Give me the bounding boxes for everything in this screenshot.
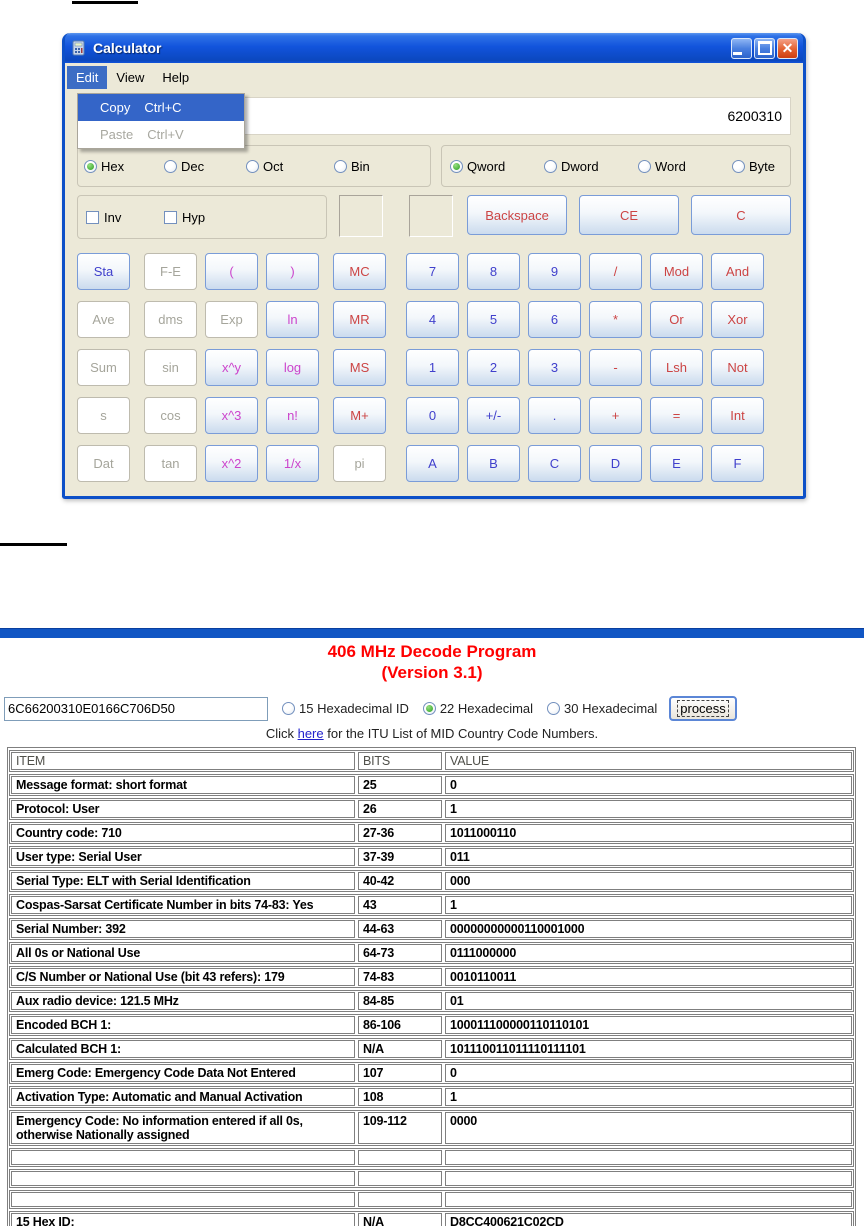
key-7[interactable]: 7	[406, 253, 459, 290]
inv-hyp-groupbox	[77, 195, 327, 239]
key-int[interactable]: Int	[711, 397, 764, 434]
table-row	[9, 1038, 854, 1060]
key-1[interactable]: 1	[406, 349, 459, 386]
key-5[interactable]: 5	[467, 301, 520, 338]
calculator-body	[65, 97, 803, 496]
process-button[interactable]	[669, 696, 737, 721]
table-row	[9, 870, 854, 892]
radio-icon	[282, 702, 295, 715]
header-bits: BITS	[358, 752, 442, 770]
key-9[interactable]: 9	[528, 253, 581, 290]
key-sum: Sum	[77, 349, 130, 386]
radio-icon	[544, 160, 557, 173]
header-value: VALUE	[445, 752, 852, 770]
edit-dropdown-menu	[77, 93, 245, 149]
key-factorial[interactable]: n!	[266, 397, 319, 434]
maximize-button[interactable]	[754, 38, 775, 59]
checkbox-inv[interactable]	[86, 210, 164, 225]
memory-indicator-box	[409, 195, 453, 237]
radio-22-hex[interactable]	[423, 701, 533, 716]
cropped-underline-middle	[0, 543, 67, 546]
keypad-row	[77, 397, 791, 434]
key-c[interactable]: C	[528, 445, 581, 482]
cropped-underline-top	[72, 1, 138, 4]
menu-bar	[65, 63, 803, 91]
cell-value: 0	[445, 1064, 852, 1082]
key-2[interactable]: 2	[467, 349, 520, 386]
cell-bits	[358, 1150, 442, 1165]
table-row	[9, 1110, 854, 1146]
key-x-pow-2[interactable]: x^2	[205, 445, 258, 482]
cell-value: 00000000000110001000	[445, 920, 852, 938]
key-close-paren[interactable]: )	[266, 253, 319, 290]
cell-bits: 108	[358, 1088, 442, 1106]
table-row	[9, 942, 854, 964]
key-ave: Ave	[77, 301, 130, 338]
itu-link-line	[0, 726, 864, 741]
cell-bits: 43	[358, 896, 442, 914]
key-4[interactable]: 4	[406, 301, 459, 338]
cell-bits: 25	[358, 776, 442, 794]
cell-bits: 107	[358, 1064, 442, 1082]
cell-item	[11, 1192, 355, 1207]
cell-value: 0111000000	[445, 944, 852, 962]
radio-selected-icon	[423, 702, 436, 715]
cell-bits: 37-39	[358, 848, 442, 866]
key-dat: Dat	[77, 445, 130, 482]
cell-item: Emerg Code: Emergency Code Data Not Entered	[11, 1064, 355, 1082]
cell-value	[445, 1192, 852, 1207]
cell-item: Protocol: User	[11, 800, 355, 818]
key-lsh[interactable]: Lsh	[650, 349, 703, 386]
key-xor[interactable]: Xor	[711, 301, 764, 338]
cell-item: All 0s or National Use	[11, 944, 355, 962]
key-a[interactable]: A	[406, 445, 459, 482]
cell-value: 011	[445, 848, 852, 866]
key-m-plus[interactable]: M+	[333, 397, 386, 434]
key-pi: pi	[333, 445, 386, 482]
minimize-button[interactable]	[731, 38, 752, 59]
menu-view[interactable]: View	[116, 69, 145, 85]
number-base-row	[77, 145, 791, 187]
backspace-button[interactable]: Backspace	[467, 195, 567, 235]
page-divider-bar	[0, 628, 864, 638]
radio-label: Dec	[181, 158, 205, 174]
table-row	[9, 990, 854, 1012]
minimize-icon	[733, 52, 742, 55]
menu-help[interactable]: Help	[162, 69, 190, 85]
copy-label: Copy	[100, 100, 131, 115]
radio-15-hex[interactable]	[282, 701, 409, 716]
radio-word[interactable]	[638, 159, 732, 174]
table-row	[9, 822, 854, 844]
radio-byte[interactable]	[732, 159, 775, 174]
key-add[interactable]: +	[589, 397, 642, 434]
key-sin: sin	[144, 349, 197, 386]
checkbox-label: Hyp	[182, 209, 206, 225]
window-title: Calculator	[93, 40, 162, 56]
radio-icon	[246, 160, 259, 173]
close-icon: ✕	[781, 39, 794, 56]
ce-button[interactable]: CE	[579, 195, 679, 235]
key-3[interactable]: 3	[528, 349, 581, 386]
cell-item	[11, 1171, 355, 1186]
checkbox-label: Inv	[104, 209, 122, 225]
table-row	[9, 798, 854, 820]
checkbox-icon	[164, 211, 177, 224]
menu-item-paste	[78, 121, 244, 148]
cell-value: 1	[445, 1088, 852, 1106]
radio-label: Bin	[351, 158, 370, 174]
cell-bits	[358, 1171, 442, 1186]
radio-label: Hex	[101, 158, 125, 174]
key-log[interactable]: log	[266, 349, 319, 386]
key-cos: cos	[144, 397, 197, 434]
key-d[interactable]: D	[589, 445, 642, 482]
radio-bin[interactable]	[334, 159, 370, 174]
table-row	[9, 846, 854, 868]
cell-bits: 64-73	[358, 944, 442, 962]
key-divide[interactable]: /	[589, 253, 642, 290]
key-mr[interactable]: MR	[333, 301, 386, 338]
table-row	[9, 894, 854, 916]
key-or[interactable]: Or	[650, 301, 703, 338]
decode-form	[0, 696, 864, 721]
table-row	[9, 966, 854, 988]
cell-value: 101110011011110111101	[445, 1040, 852, 1058]
cell-bits: 27-36	[358, 824, 442, 842]
key-0[interactable]: 0	[406, 397, 459, 434]
key-ln[interactable]: ln	[266, 301, 319, 338]
cell-value: 1011000110	[445, 824, 852, 842]
calculator-icon	[71, 40, 87, 56]
cell-value: 1	[445, 896, 852, 914]
link-suffix: for the ITU List of MID Country Code Numbers.	[323, 726, 599, 741]
radio-hex[interactable]	[84, 159, 164, 174]
table-row	[9, 1086, 854, 1108]
paste-shortcut: Ctrl+V	[147, 127, 184, 142]
key-mod[interactable]: Mod	[650, 253, 703, 290]
cell-bits: 40-42	[358, 872, 442, 890]
radio-label: Dword	[561, 158, 599, 174]
key-open-paren[interactable]: (	[205, 253, 258, 290]
radio-label: 30 Hexadecimal	[564, 701, 658, 716]
key-mc[interactable]: MC	[333, 253, 386, 290]
key-6[interactable]: 6	[528, 301, 581, 338]
key-reciprocal[interactable]: 1/x	[266, 445, 319, 482]
key-decimal[interactable]: .	[528, 397, 581, 434]
page-version: (Version 3.1)	[381, 663, 483, 682]
title-bar[interactable]	[65, 33, 803, 63]
cell-item: 15 Hex ID:	[11, 1213, 355, 1226]
clear-buttons	[467, 195, 791, 239]
radio-icon	[732, 160, 745, 173]
cell-item: Cospas-Sarsat Certificate Number in bits 74-83: Yes	[11, 896, 355, 914]
cell-item	[11, 1150, 355, 1165]
table-row	[9, 774, 854, 796]
key-x-pow-3[interactable]: x^3	[205, 397, 258, 434]
itu-link[interactable]: here	[297, 726, 324, 741]
cell-value: D8CC400621C02CD	[445, 1213, 852, 1226]
menu-item-copy[interactable]	[78, 94, 244, 121]
cell-bits: 26	[358, 800, 442, 818]
cell-item: C/S Number or National Use (bit 43 refers): 179	[11, 968, 355, 986]
key-and[interactable]: And	[711, 253, 764, 290]
table-row	[9, 918, 854, 940]
paste-label: Paste	[100, 127, 134, 142]
key-multiply[interactable]: *	[589, 301, 642, 338]
cell-bits: 86-106	[358, 1016, 442, 1034]
checkbox-icon	[86, 211, 99, 224]
radio-label: Byte	[749, 158, 776, 174]
key-ms[interactable]: MS	[333, 349, 386, 386]
cell-bits: N/A	[358, 1213, 442, 1226]
key-dms: dms	[144, 301, 197, 338]
cell-bits: 109-112	[358, 1112, 442, 1144]
paren-indicator-box	[339, 195, 383, 237]
radio-icon	[638, 160, 651, 173]
cell-value: 0000	[445, 1112, 852, 1144]
c-button[interactable]: C	[691, 195, 791, 235]
key-equals[interactable]: =	[650, 397, 703, 434]
table-row	[9, 1014, 854, 1036]
table-header-row	[9, 750, 854, 772]
key-s: s	[77, 397, 130, 434]
cell-bits: 74-83	[358, 968, 442, 986]
key-subtract[interactable]: -	[589, 349, 642, 386]
cell-value: 0010110011	[445, 968, 852, 986]
keypad-row	[77, 349, 791, 386]
key-f[interactable]: F	[711, 445, 764, 482]
word-size-groupbox	[441, 145, 791, 187]
key-exp: Exp	[205, 301, 258, 338]
key-not[interactable]: Not	[711, 349, 764, 386]
cell-value: 000	[445, 872, 852, 890]
radio-selected-icon	[84, 160, 97, 173]
cell-item: Aux radio device: 121.5 MHz	[11, 992, 355, 1010]
cell-item: Serial Type: ELT with Serial Identification	[11, 872, 355, 890]
radio-30-hex[interactable]	[547, 701, 657, 716]
key-tan: tan	[144, 445, 197, 482]
radio-icon	[334, 160, 347, 173]
menu-edit[interactable]: Edit	[67, 66, 107, 89]
cell-item: Calculated BCH 1:	[11, 1040, 355, 1058]
decode-table	[7, 747, 856, 1226]
maximize-icon	[758, 41, 772, 55]
keypad-row	[77, 301, 791, 338]
key-e[interactable]: E	[650, 445, 703, 482]
table-row	[9, 1062, 854, 1084]
cell-item: User type: Serial User	[11, 848, 355, 866]
key-sign[interactable]: +/-	[467, 397, 520, 434]
table-row-empty	[9, 1148, 854, 1167]
base-groupbox	[77, 145, 431, 187]
decode-program	[0, 641, 864, 1226]
cell-value: 0	[445, 776, 852, 794]
cell-value: 100011100000110110101	[445, 1016, 852, 1034]
radio-label: Oct	[263, 158, 284, 174]
cell-item: Emergency Code: No information entered if all 0s, otherwise Nationally assigned	[11, 1112, 355, 1144]
cell-bits: 84-85	[358, 992, 442, 1010]
cell-item: Country code: 710	[11, 824, 355, 842]
radio-icon	[547, 702, 560, 715]
table-row	[9, 1211, 854, 1226]
cell-item: Encoded BCH 1:	[11, 1016, 355, 1034]
cell-value: 01	[445, 992, 852, 1010]
calculator-display: 6200310	[77, 97, 791, 135]
keypad-row	[77, 253, 791, 290]
key-sta[interactable]: Sta	[77, 253, 130, 290]
key-fe: F-E	[144, 253, 197, 290]
calculator-window	[62, 33, 806, 499]
radio-label: 15 Hexadecimal ID	[299, 701, 409, 716]
radio-dec[interactable]	[164, 159, 246, 174]
radio-dword[interactable]	[544, 159, 638, 174]
radio-label: Qword	[467, 158, 506, 174]
header-item: ITEM	[11, 752, 355, 770]
link-prefix: Click	[265, 726, 298, 741]
key-b[interactable]: B	[467, 445, 520, 482]
keypad	[77, 253, 791, 482]
cell-value	[445, 1150, 852, 1165]
cell-bits	[358, 1192, 442, 1207]
cell-value	[445, 1171, 852, 1186]
radio-label: Word	[655, 158, 686, 174]
radio-selected-icon	[450, 160, 463, 173]
radio-oct[interactable]	[246, 159, 334, 174]
modifier-row	[77, 195, 791, 239]
radio-icon	[164, 160, 177, 173]
table-row-empty	[9, 1169, 854, 1188]
table-row-empty	[9, 1190, 854, 1209]
cell-value: 1	[445, 800, 852, 818]
checkbox-hyp[interactable]	[164, 210, 205, 225]
radio-qword[interactable]	[450, 159, 544, 174]
page-title: 406 MHz Decode Program	[327, 642, 537, 661]
cell-bits: 44-63	[358, 920, 442, 938]
key-8[interactable]: 8	[467, 253, 520, 290]
cell-item: Message format: short format	[11, 776, 355, 794]
copy-shortcut: Ctrl+C	[144, 100, 182, 115]
process-label: process	[680, 701, 726, 716]
close-button[interactable]	[777, 38, 798, 59]
cell-item: Serial Number: 392	[11, 920, 355, 938]
cell-item: Activation Type: Automatic and Manual Activation	[11, 1088, 355, 1106]
keypad-row	[77, 445, 791, 482]
cell-bits: N/A	[358, 1040, 442, 1058]
hex-id-input[interactable]	[4, 697, 268, 721]
key-x-pow-y[interactable]: x^y	[205, 349, 258, 386]
radio-label: 22 Hexadecimal	[439, 701, 534, 716]
